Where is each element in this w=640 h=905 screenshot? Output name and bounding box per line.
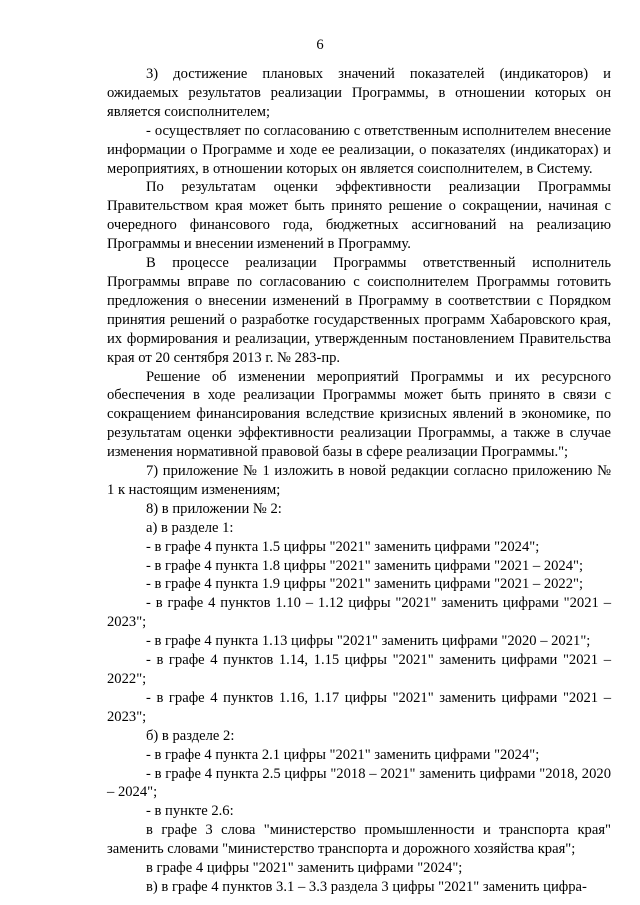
paragraph-8: а) в разделе 1: [146,519,234,536]
paragraph-12: - в графе 4 пунктов 1.10 – 1.12 цифры "2021" заменить цифрами "2021 – 2023"; [107,595,611,631]
paragraph-19: - в пункте 2.6: [146,803,234,820]
paragraph-17: - в графе 4 пункта 2.1 цифры "2021" заменить цифрами "2024"; [146,746,540,763]
paragraph-20: в графе 3 слова "министерство промышленности и транспорта края" заменить словами "министерство транспорта и дорожного хозяйства края"; [107,822,611,858]
paragraph-6: 7) приложение № 1 изложить в новой редакции согласно приложению № 1 к настоящим изменениям; [107,463,611,498]
paragraph-7: 8) в приложении № 2: [146,500,282,517]
document-body [107,65,611,897]
paragraph-13: - в графе 4 пункта 1.13 цифры "2021" заменить цифрами "2020 – 2021"; [146,633,591,650]
paragraph-16: б) в разделе 2: [146,727,235,744]
paragraph-2: - осуществляет по согласованию с ответственным исполнителем внесение информации о Программе и ходе ее реализации, о показателях (индикаторах) и мероприятиях, в отношении которых он является соисполнителем, в Систему. [107,122,611,177]
paragraph-14: - в графе 4 пунктов 1.14, 1.15 цифры "2021" заменить цифрами "2021 – 2022"; [107,652,611,687]
paragraph-5: Решение об изменении мероприятий Программы и их ресурсного обеспечения в ходе реализации Программы может быть принято в связи с сокращением финансирования вследствие кризисных явлений в экономике, по результатам оценки эффективности реализации Программы, а также в случае изменения нормативной правовой базы в сфере реализации Программы."; [107,368,611,461]
paragraph-15: - в графе 4 пунктов 1.16, 1.17 цифры "2021" заменить цифрами "2021 – 2023"; [107,689,611,725]
paragraph-21: в графе 4 цифры "2021" заменить цифрами "2024"; [146,860,463,877]
paragraph-22: в) в графе 4 пунктов 3.1 – 3.3 раздела 3 цифры "2021" заменить цифра- [146,878,587,895]
paragraph-1: 3) достижение плановых значений показателей (индикаторов) и ожидаемых результатов реализации Программы, в отношении которых он является соисполнителем; [107,66,611,120]
paragraph-11: - в графе 4 пункта 1.9 цифры "2021" заменить цифрами "2021 – 2022"; [146,576,584,593]
paragraph-3: По результатам оценки эффективности реализации Программы Правительством края может быть принято решение о сокращении, начиная с очередного финансового года, бюджетных ассигнований на реализацию Программы и внесении изменений в Программу. [107,179,611,253]
paragraph-4: В процессе реализации Программы ответственный исполнитель Программы вправе по согласованию с соисполнителем Программы готовить предложения о внесении изменений в Программу в соответствии с Порядком принятия решений о разработке государственных программ Хабаровского края, их формирования и реализации, утвержденным постановлением Правительства края от 20 сентября 2013 г. № 283-пр. [107,255,611,366]
paragraph-10: - в графе 4 пункта 1.8 цифры "2021" заменить цифрами "2021 – 2024"; [146,557,584,574]
paragraph-18: - в графе 4 пункта 2.5 цифры "2018 – 2021" заменить цифрами "2018, 2020 – 2024"; [107,765,611,801]
paragraph-9: - в графе 4 пункта 1.5 цифры "2021" заменить цифрами "2024"; [146,538,540,555]
page-number: 6 [316,37,324,53]
